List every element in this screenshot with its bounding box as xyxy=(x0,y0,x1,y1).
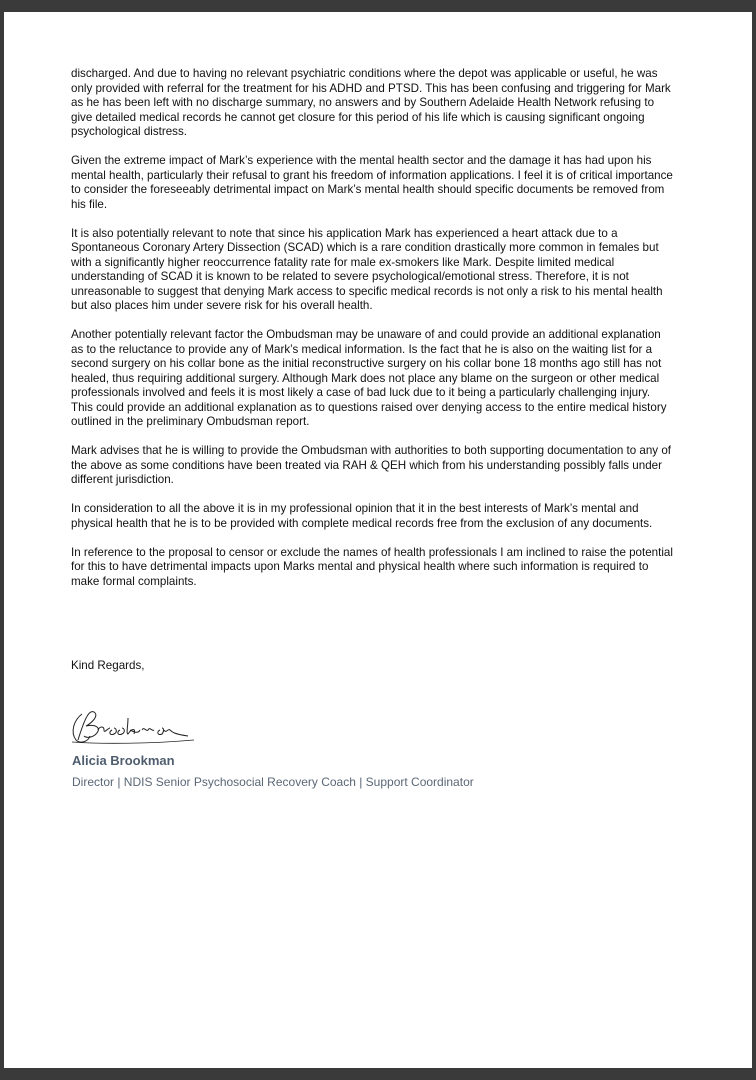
signer-name: Alicia Brookman xyxy=(72,753,175,768)
paragraph-authorities: Mark advises that he is willing to provide the Ombudsman with authorities to both supporting documentation to any of the above as some conditions have been treated via RAH & QEH which from his understanding possibly falls under different jurisdiction. xyxy=(71,444,671,486)
paragraph-discharge: discharged. And due to having no relevant psychiatric conditions where the depot was applicable or useful, he was only provided with referral for the treatment for his ADHD and PTSD. This has been confusing and triggering for Mark as he has been left with no discharge summary, no answers and by Southern Adelaide Health Network refusing to give detailed medical records he cannot get closure for this period of his life which is causing significant ongoing psychological distress. xyxy=(71,67,671,138)
paragraph-censorship: In reference to the proposal to censor or exclude the names of health professionals I am inclined to raise the potential for this to have detrimental impacts upon Marks mental and physical health where such information is required to make formal complaints. xyxy=(71,545,673,588)
paragraph-scad: It is also potentially relevant to note that since his application Mark has experienced a heart attack due to a Spontaneous Coronary Artery Dissection (SCAD) which is a rare condition drastically more common in females but with a significantly higher reoccurrence fatality rate for male ex-smokers like Mark. Despite limited medical understanding of SCAD it is known to be related to severe psychological/emotional stress. Therefore, it is not unreasonable to suggest that denying Mark access to specific medical records is not only a risk to his mental health but also places him under severe risk for his overall health. xyxy=(71,226,663,312)
handwritten-signature xyxy=(68,706,198,748)
paragraph-mental-health-impact: Given the extreme impact of Mark’s experience with the mental health sector and the damage it has had upon his mental health, particularly their refusal to grant his freedom of information applications. I feel it is of critical importance to consider the foreseeably detrimental impact on Mark’s mental health should specific documents be removed from his file. xyxy=(71,154,673,211)
letter-page xyxy=(4,12,752,1068)
paragraph-collar-bone: Another potentially relevant factor the Ombudsman may be unaware of and could provide an additional explanation as to the reluctance to provide any of Mark’s medical information. Is the fact that he is also on the waiting list for a second surgery on his collar bone as the initial reconstructive surgery on his collar bone 18 months ago still has not healed, thus requiring additional surgery. Although Mark does not place any blame on the surgeon or other medical professionals involved and feels it is most likely a case of bad luck due to it being a particularly challenging injury. This could provide an additional explanation as to questions raised over denying access to the entire medical history outlined in the preliminary Ombudsman report. xyxy=(71,328,667,428)
letter-body xyxy=(71,67,675,604)
paragraph-professional-opinion: In consideration to all the above it is in my professional opinion that it in the best interests of Mark’s mental and physical health that he is to be provided with complete medical records free from the exclusion of any documents. xyxy=(71,502,653,530)
closing-salutation: Kind Regards, xyxy=(71,659,145,672)
signer-title: Director | NDIS Senior Psychosocial Recovery Coach | Support Coordinator xyxy=(72,775,474,789)
